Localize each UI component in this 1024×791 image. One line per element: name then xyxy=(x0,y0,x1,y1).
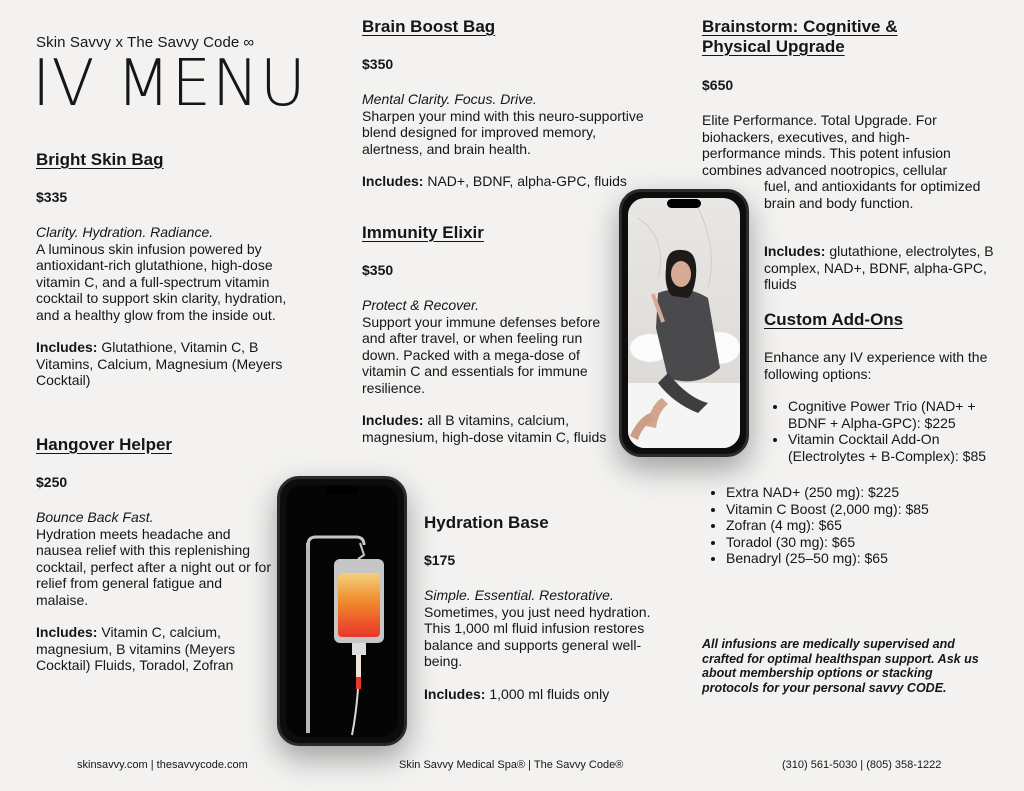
includes xyxy=(36,624,276,674)
price: $350 xyxy=(362,262,394,278)
tagline: Bounce Back Fast. xyxy=(36,509,154,525)
includes xyxy=(362,173,654,190)
includes-text: all B vitamins, calcium, magnesium, high-dose vitamin C, fluids xyxy=(362,412,607,445)
includes-text: glutathione, electrolytes, B complex, NAD+, BDNF, alpha-GPC, fluids xyxy=(764,243,994,292)
immunity-section xyxy=(362,223,612,445)
footer-company: Skin Savvy Medical Spa® | The Savvy Code® xyxy=(399,759,624,771)
includes-label: Includes: xyxy=(764,243,826,259)
includes-text: Glutathione, Vitamin C, B Vitamins, Calcium, Magnesium (Meyers Cocktail) xyxy=(36,339,283,388)
description: Sometimes, you just need hydration. This 1,000 ml fluid infusion restores balance and supports general well-being. xyxy=(424,603,651,669)
description: Hydration meets headache and nausea relief with this replenishing cocktail, perfect after a night out or for relief from general fatigue and malaise. xyxy=(36,525,272,608)
phone-notch xyxy=(325,486,359,495)
section-title: Hydration Base xyxy=(424,513,549,532)
includes xyxy=(36,339,304,389)
price: $335 xyxy=(36,189,68,205)
price: $175 xyxy=(424,552,456,568)
includes-text: 1,000 ml fluids only xyxy=(489,685,610,702)
title-line-2: Physical Upgrade xyxy=(702,37,845,56)
addons-list-b xyxy=(702,484,1006,567)
medical-note: All infusions are medically supervised and crafted for optimal healthspan support. Ask us about membership options or stacking protocols for your personal savvy CODE. xyxy=(702,637,979,695)
brainstorm-description-bottom: fuel, and antioxidants for optimized brain and body function. xyxy=(764,178,981,211)
brain-boost-section xyxy=(362,17,654,190)
phone-photo-iv-bag xyxy=(277,476,407,746)
description-top: Elite Performance. Total Upgrade. For biohackers, executives, and high-performance minds. This potent infusion combines advanced nootropics, cellular xyxy=(702,112,951,178)
phone-photo-woman xyxy=(619,189,749,457)
bright-skin-section xyxy=(36,150,304,389)
description: A luminous skin infusion powered by antioxidant-rich glutathione, high-dose vitamin C, and a full-spectrum vitamin cocktail to support skin clarity, hydration, and a healthy glow from the inside out. xyxy=(36,240,287,323)
photo-woman-iv xyxy=(628,198,740,448)
tagline: Simple. Essential. Restorative. xyxy=(424,587,614,603)
brainstorm-includes xyxy=(764,243,1004,293)
includes-text: Vitamin C, calcium, magnesium, B vitamins (Meyers Cocktail) Fluids, Toradol, Zofran xyxy=(36,624,236,673)
price: $250 xyxy=(36,474,68,490)
list-item: • Vitamin C Boost (2,000 mg): $85 xyxy=(726,501,1006,518)
list-item: • Extra NAD+ (250 mg): $225 xyxy=(726,484,1006,501)
includes-text: NAD+, BDNF, alpha-GPC, fluids xyxy=(427,173,627,189)
title-line-1: Brainstorm: Cognitive & xyxy=(702,17,898,36)
tagline: Clarity. Hydration. Radiance. xyxy=(36,224,214,240)
infinity-icon: ∞ xyxy=(243,34,255,51)
section-title xyxy=(702,17,992,57)
section-title: Bright Skin Bag xyxy=(36,150,164,169)
addons-intro: Enhance any IV experience with the following options: xyxy=(764,349,988,382)
includes-label: Includes: xyxy=(36,624,98,640)
phone-notch xyxy=(667,199,701,208)
brainstorm-section xyxy=(702,17,992,178)
photo-iv-bag xyxy=(286,485,398,737)
list-item: • Cognitive Power Trio (NAD+ + BDNF + Alpha-GPC): $225 xyxy=(788,398,1004,431)
tagline: Mental Clarity. Focus. Drive. xyxy=(362,91,537,107)
footer-websites: skinsavvy.com | thesavvycode.com xyxy=(77,759,248,771)
includes-label: Includes: xyxy=(362,173,424,189)
page-title: IV MENU xyxy=(32,47,307,121)
price: $350 xyxy=(362,56,394,72)
includes-label: Includes: xyxy=(36,339,98,355)
hydration-section xyxy=(424,513,654,702)
hangover-section xyxy=(36,435,276,674)
list-item: • Zofran (4 mg): $65 xyxy=(726,517,1006,534)
list-item: • Toradol (30 mg): $65 xyxy=(726,534,1006,551)
includes xyxy=(362,412,612,445)
description: Sharpen your mind with this neuro-supportive blend designed for improved memory, alertness, and brain health. xyxy=(362,107,644,157)
section-title: Hangover Helper xyxy=(36,435,173,454)
addons-section xyxy=(764,310,1004,464)
list-item: • Benadryl (25–50 mg): $65 xyxy=(726,550,1006,567)
list-item: • Vitamin Cocktail Add-On (Electrolytes + B-Complex): $85 xyxy=(788,431,1004,464)
section-title: Custom Add-Ons xyxy=(764,310,904,329)
addons-list-a xyxy=(764,398,1004,464)
tagline: Protect & Recover. xyxy=(362,297,479,313)
section-title: Brain Boost Bag xyxy=(362,17,496,36)
brand-text: Skin Savvy x The Savvy Code xyxy=(36,34,240,51)
includes xyxy=(424,686,654,703)
footer-phones: (310) 561-5030 | (805) 358-1222 xyxy=(782,759,942,771)
description: Support your immune defenses before and after travel, or when feeling run down. Packed with a mega-dose of vitamin C and essentials for immune resilience. xyxy=(362,313,601,396)
includes-label: Includes: xyxy=(424,685,486,702)
section-title: Immunity Elixir xyxy=(362,223,484,242)
includes-label: Includes: xyxy=(362,412,424,428)
price: $650 xyxy=(702,77,734,93)
